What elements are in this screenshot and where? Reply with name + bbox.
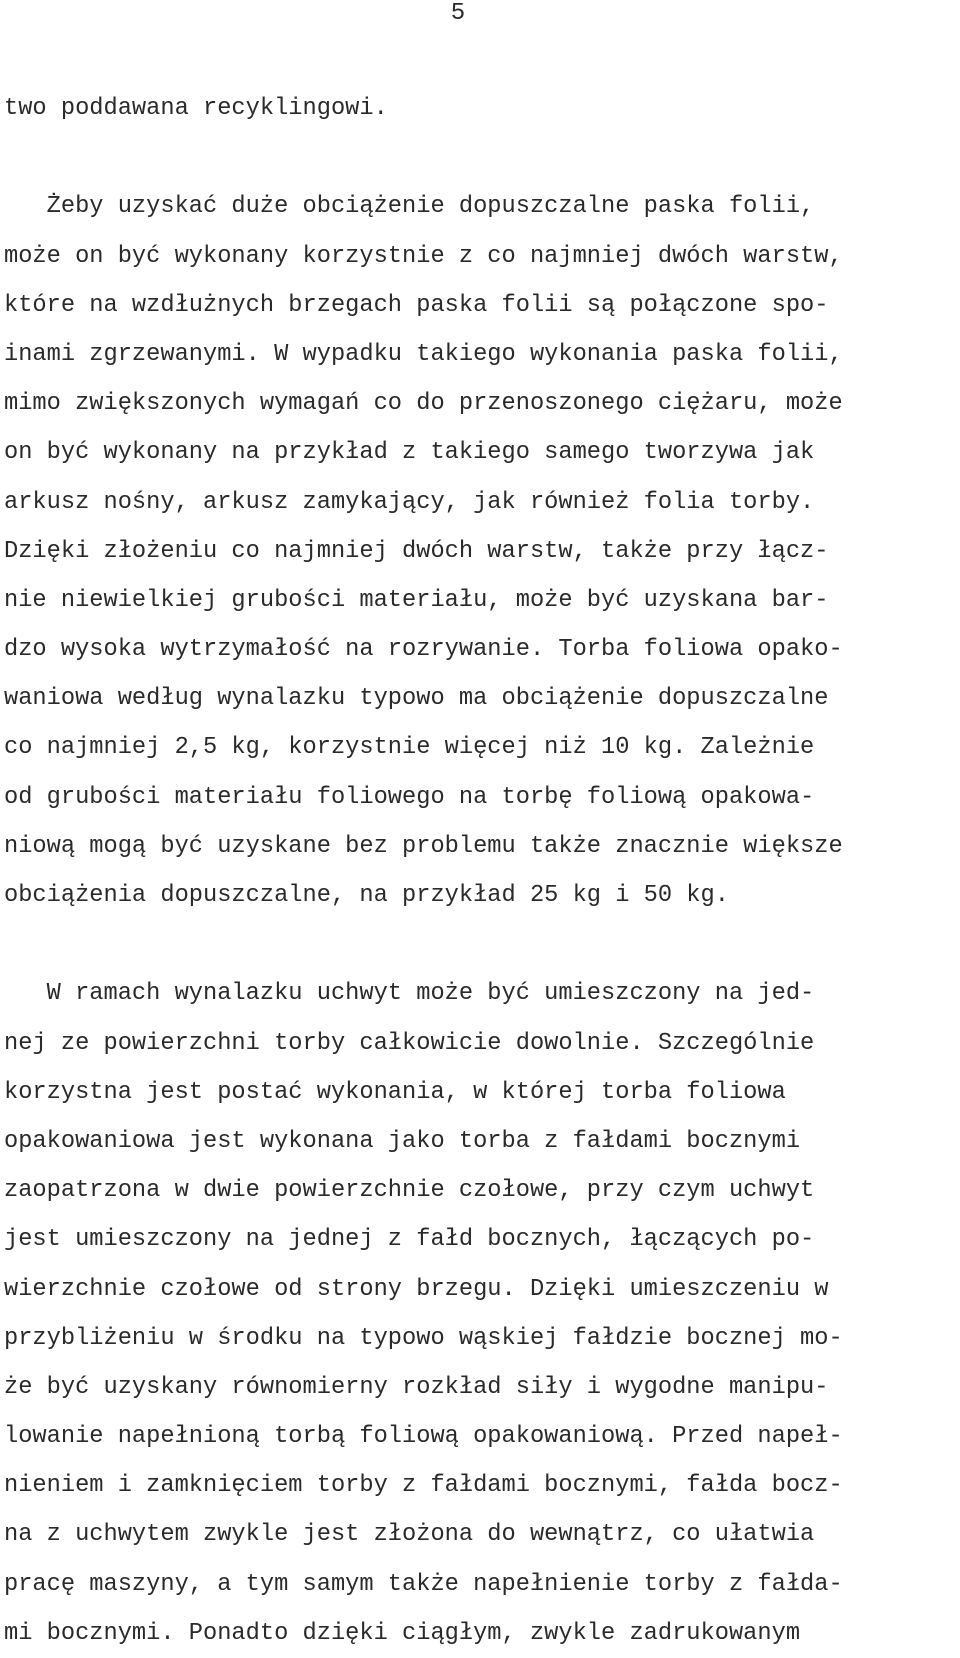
text-line: nie niewielkiej grubości materiału, może być uzyskana bar- xyxy=(4,586,829,614)
text-line: że być uzyskany równomierny rozkład siły i wygodne manipu- xyxy=(4,1373,829,1401)
text-line: Dzięki złożeniu co najmniej dwóch warstw, także przy łącz- xyxy=(4,537,829,565)
text-line: on być wykonany na przykład z takiego samego tworzywa jak xyxy=(4,439,815,467)
text-line: zaopatrzona w dwie powierzchnie czołowe, przy czym uchwyt xyxy=(4,1177,815,1205)
text-line: inami zgrzewanymi. W wypadku takiego wykonania paska folii, xyxy=(4,340,843,368)
document-body xyxy=(4,84,934,1658)
text-line: mimo zwiększonych wymagań co do przenoszonego ciężaru, może xyxy=(4,390,843,418)
text-line: wierzchnie czołowe od strony brzegu. Dzięki umieszczeniu w xyxy=(4,1275,829,1303)
text-line: two poddawana recyklingowi. xyxy=(4,95,388,122)
text-line: co najmniej 2,5 kg, korzystnie więcej niż 10 kg. Zależnie xyxy=(4,734,815,762)
text-line xyxy=(4,133,934,182)
text-line: lowanie napełnioną torbą foliową opakowaniową. Przed napeł- xyxy=(4,1423,843,1451)
text-line: nieniem i zamknięciem torby z fałdami bocznymi, fałda bocz- xyxy=(4,1472,843,1500)
text-line: pracę maszyny, a tym samym także napełnienie torby z fałda- xyxy=(4,1570,843,1598)
text-line: może on być wykonany korzystnie z co najmniej dwóch warstw, xyxy=(4,242,843,270)
text-line: nej ze powierzchni torby całkowicie dowolnie. Szczególnie xyxy=(4,1029,815,1057)
text-line: korzystna jest postać wykonania, w której torba foliowa xyxy=(4,1078,786,1106)
text-line: od grubości materiału foliowego na torbę foliową opakowa- xyxy=(4,783,815,811)
text-line: jest umieszczony na jednej z fałd bocznych, łączących po- xyxy=(4,1226,815,1254)
text-line: opakowaniowa jest wykonana jako torba z fałdami bocznymi xyxy=(4,1127,801,1155)
text-line: W ramach wynalazku uchwyt może być umieszczony na jed- xyxy=(4,980,815,1008)
text-line: dzo wysoka wytrzymałość na rozrywanie. Torba foliowa opako- xyxy=(4,636,843,664)
text-line: które na wzdłużnych brzegach paska folii są połączone spo- xyxy=(4,291,829,319)
text-line: mi bocznymi. Ponadto dzięki ciągłym, zwykle zadrukowanym xyxy=(4,1619,801,1647)
text-line: na z uchwytem zwykle jest złożona do wewnątrz, co ułatwia xyxy=(4,1521,815,1549)
text-line xyxy=(4,920,934,969)
text-line: przybliżeniu w środku na typowo wąskiej fałdzie bocznej mo- xyxy=(4,1324,843,1352)
text-line: niową mogą być uzyskane bez problemu także znacznie większe xyxy=(4,832,843,860)
text-line: obciążenia dopuszczalne, na przykład 25 kg i 50 kg. xyxy=(4,882,729,909)
text-line: arkusz nośny, arkusz zamykający, jak również folia torby. xyxy=(4,488,815,516)
page-number: 5 xyxy=(450,0,466,27)
text-line: Żeby uzyskać duże obciążenie dopuszczalne paska folii, xyxy=(4,193,815,221)
text-line: waniowa według wynalazku typowo ma obciążenie dopuszczalne xyxy=(4,685,829,713)
